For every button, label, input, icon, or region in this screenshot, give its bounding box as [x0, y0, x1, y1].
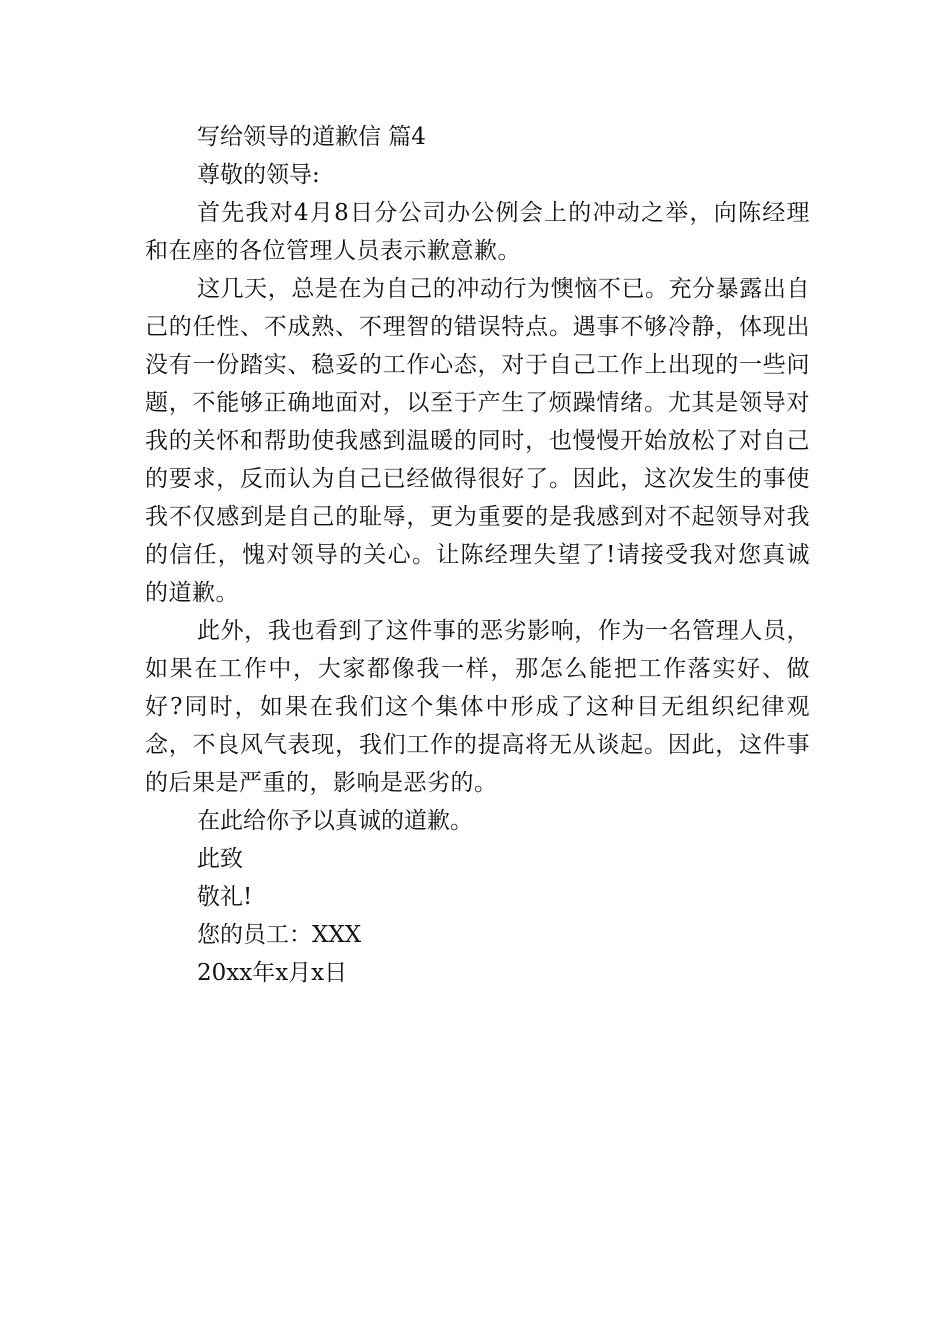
- letter-salutation: 尊敬的领导:: [197, 162, 320, 188]
- letter-document: [145, 118, 810, 992]
- letter-heading: 写给领导的道歉信 篇4: [197, 124, 426, 150]
- letter-date: 20xx年x月x日: [197, 960, 348, 986]
- signature: 您的员工：XXX: [197, 922, 362, 948]
- paragraph-3: 此外，我也看到了这件事的恶劣影响，作为一名管理人员，如果在工作中，大家都像我一样，那怎么能把工作落实好、做好?同时，如果在我们这个集体中形成了这种目无组织纪律观念，不良风气表现，我们工作的提高将无从谈起。因此，这件事的后果是严重的，影响是恶劣的。: [145, 618, 810, 796]
- regards-line-2: 敬礼!: [197, 884, 253, 910]
- paragraph-1: 首先我对4月8日分公司办公例会上的冲动之举，向陈经理和在座的各位管理人员表示歉意歉。: [145, 200, 810, 264]
- regards-line-1: 此致: [197, 846, 243, 872]
- closing-line: 在此给你予以真诚的道歉。: [197, 808, 473, 834]
- paragraph-2: 这几天，总是在为自己的冲动行为懊恼不已。充分暴露出自己的任性、不成熟、不理智的错误特点。遇事不够冷静，体现出没有一份踏实、稳妥的工作心态，对于自己工作上出现的一些问题，不能够正确地面对，以至于产生了烦躁情绪。尤其是领导对我的关怀和帮助使我感到温暖的同时，也慢慢开始放松了对自己的要求，反而认为自己已经做得很好了。因此，这次发生的事使我不仅感到是自己的耻辱，更为重要的是我感到对不起领导对我的信任，愧对领导的关心。让陈经理失望了!请接受我对您真诚的道歉。: [145, 276, 810, 606]
